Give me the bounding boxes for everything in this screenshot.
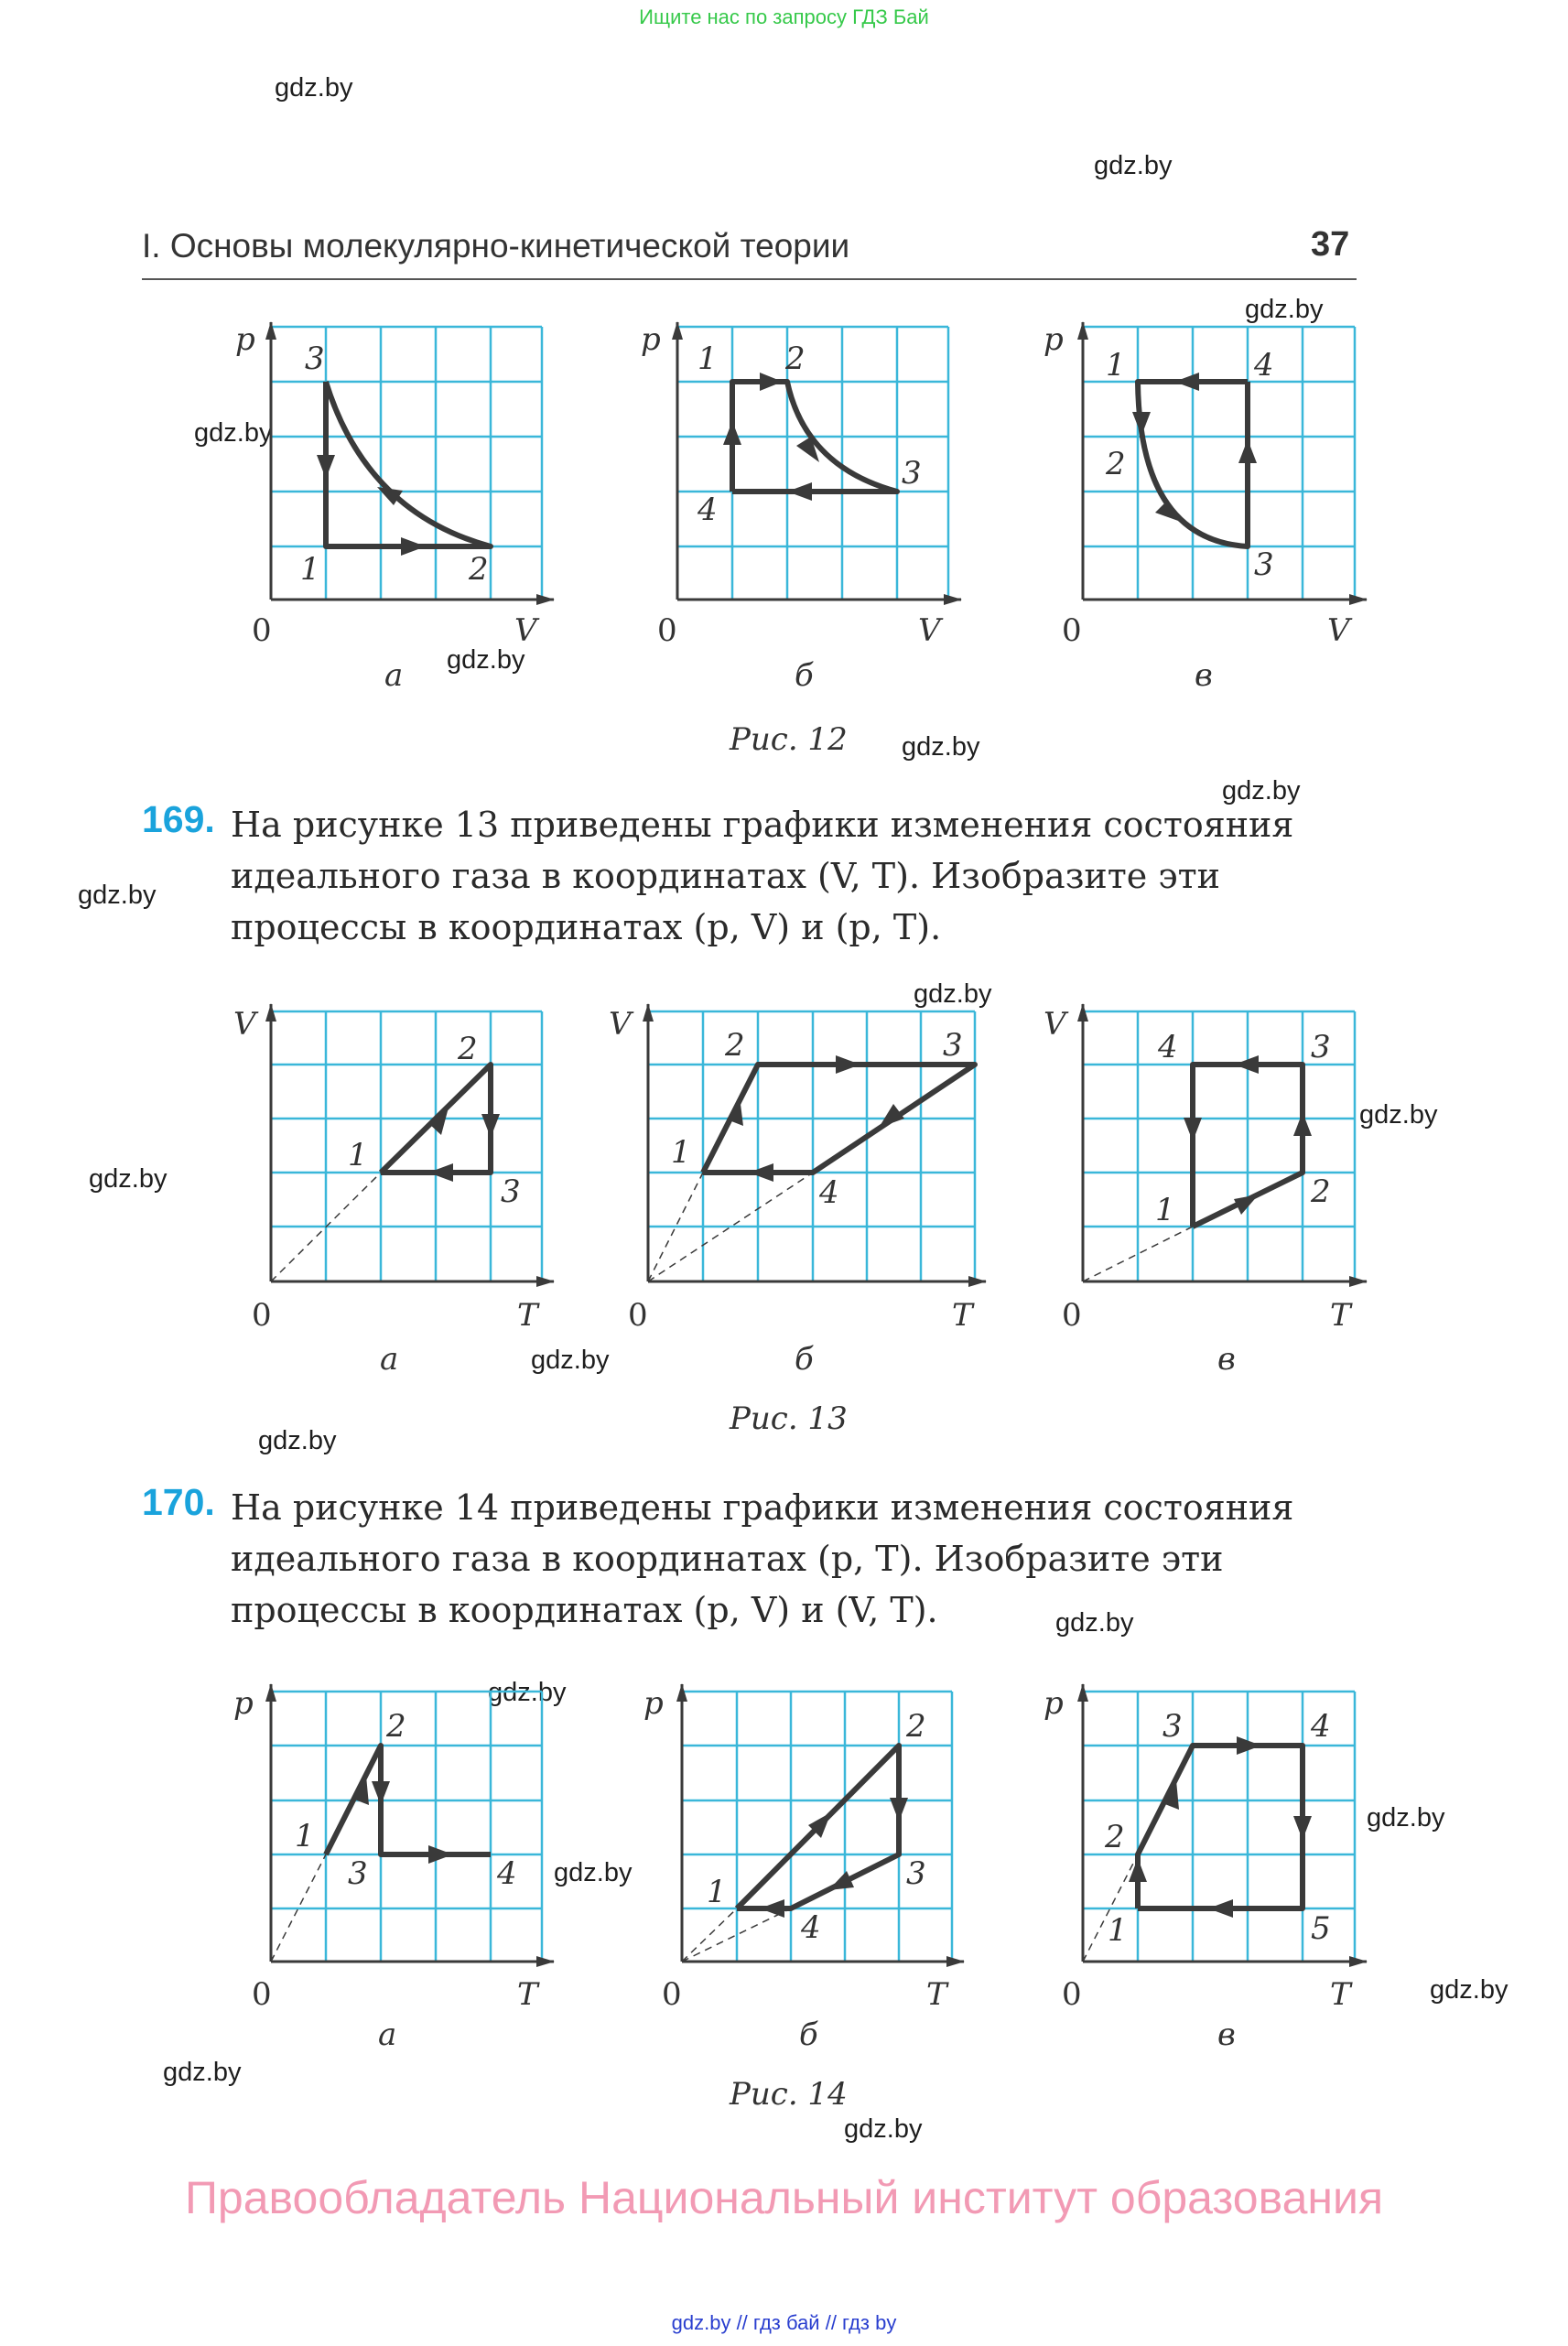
point-label: 3: [1162, 1708, 1183, 1745]
arrow-head: [1293, 1112, 1312, 1136]
process-path: [326, 382, 491, 546]
arrow-head: [1129, 1858, 1147, 1882]
point-label: 2: [1106, 446, 1126, 482]
watermark: gdz.by: [914, 979, 992, 1009]
point-label: 2: [458, 1031, 478, 1067]
figure-caption: Рис. 13: [730, 1400, 848, 1437]
watermark: gdz.by: [78, 881, 157, 910]
watermark: gdz.by: [1055, 1608, 1134, 1638]
point-label: 1: [707, 1874, 727, 1910]
point-label: 4: [1158, 1029, 1178, 1065]
problem-line: идеального газа в координатах (V, T). Изобразите эти: [231, 856, 1220, 896]
arrow-head: [1237, 1736, 1261, 1755]
fig12-panel-a: [235, 321, 554, 649]
arrow-head: [428, 1845, 453, 1864]
panel-label: в: [1195, 657, 1213, 694]
watermark: gdz.by: [258, 1426, 337, 1455]
axis-label: T: [952, 1297, 973, 1334]
point-label: 4: [1311, 1708, 1331, 1745]
problem-line: идеального газа в координатах (p, T). Изобразите эти: [231, 1539, 1224, 1579]
axis-label: p: [1044, 321, 1064, 358]
figure-caption: Рис. 12: [730, 721, 848, 758]
arrow-head: [1174, 373, 1199, 391]
arrow-head: [890, 1798, 908, 1822]
watermark: gdz.by: [1367, 1803, 1445, 1832]
watermark: gdz.by: [275, 73, 353, 103]
footer-links[interactable]: gdz.by // гдз бай // гдз by: [671, 2311, 897, 2334]
axis-label: T: [1330, 1976, 1351, 2013]
axis-label: p: [235, 321, 255, 358]
arrow-head: [749, 1163, 773, 1182]
axis-label: V: [918, 612, 941, 649]
point-label: 4: [497, 1855, 517, 1892]
watermark: gdz.by: [1359, 1100, 1438, 1130]
watermark: gdz.by: [531, 1346, 610, 1375]
watermark: gdz.by: [1222, 776, 1301, 805]
origin-label: 0: [252, 1297, 272, 1334]
arrow-head: [836, 1055, 860, 1074]
origin-label: 0: [252, 1976, 272, 2013]
point-label: 3: [348, 1855, 368, 1892]
watermark: gdz.by: [488, 1678, 567, 1707]
point-label: 1: [1108, 1912, 1128, 1949]
axis-label: T: [1330, 1297, 1351, 1334]
watermark: gdz.by: [163, 2058, 242, 2087]
point-label: 4: [697, 492, 718, 528]
arrow-head: [1238, 439, 1257, 463]
axis-label: V: [1044, 1006, 1066, 1043]
origin-label: 0: [628, 1297, 648, 1334]
arrow-head: [1234, 1055, 1259, 1074]
arrow-head: [1293, 1816, 1312, 1840]
panel-label: а: [380, 1341, 399, 1378]
axis-label: T: [517, 1976, 538, 2013]
panel-label: в: [1217, 1341, 1236, 1378]
point-label: 3: [1311, 1029, 1331, 1065]
point-label: 2: [725, 1027, 745, 1064]
axis-label: p: [233, 1685, 254, 1722]
arrow-head: [828, 1871, 854, 1890]
point-label: 4: [1254, 347, 1274, 384]
point-label: 3: [943, 1027, 963, 1064]
axis-label: T: [926, 1976, 947, 2013]
axis-label: V: [1327, 612, 1350, 649]
point-label: 2: [1311, 1173, 1331, 1210]
point-label: 2: [785, 341, 806, 377]
point-label: 1: [671, 1134, 691, 1171]
point-label: 1: [295, 1818, 315, 1854]
copyright-notice: Правообладатель Национальный институт образования: [184, 2172, 1384, 2223]
watermark: gdz.by: [844, 2114, 923, 2144]
axis-label: V: [233, 1006, 256, 1043]
panel-label: а: [378, 2016, 397, 2053]
fig14-panel-c: [1044, 1684, 1367, 2013]
point-label: 3: [501, 1173, 521, 1210]
figure-caption: Рис. 14: [730, 2076, 848, 2113]
arrow-head: [1132, 412, 1151, 436]
arrow-head: [317, 455, 335, 479]
point-label: 2: [1105, 1819, 1125, 1855]
extrapolation-line: [682, 1908, 737, 1962]
arrow-head: [787, 482, 812, 501]
watermark: gdz.by: [1245, 295, 1324, 324]
arrow-head: [879, 1104, 904, 1128]
point-label: 4: [819, 1174, 839, 1211]
page-number: 37: [1311, 225, 1350, 264]
point-label: 3: [1254, 546, 1274, 583]
fig14-panel-a: [233, 1684, 554, 2013]
point-label: 1: [1106, 347, 1126, 384]
arrow-head: [428, 1163, 453, 1182]
point-label: 1: [697, 341, 718, 377]
axis-label: T: [517, 1297, 538, 1334]
panel-label: б: [799, 2016, 818, 2053]
point-label: 5: [1311, 1910, 1331, 1947]
point-label: 3: [902, 455, 922, 492]
panel-label: в: [1217, 2016, 1236, 2053]
fig13-panel-c: [1044, 1004, 1367, 1334]
problem-line: процессы в координатах (p, V) и (p, T).: [231, 907, 942, 947]
panel-label: б: [795, 1341, 814, 1378]
axis-label: p: [1044, 1685, 1064, 1722]
grid: [648, 1011, 975, 1281]
axis-label: V: [514, 612, 537, 649]
axis-label: p: [641, 321, 661, 358]
problem-line: процессы в координатах (p, V) и (V, T).: [231, 1590, 938, 1630]
point-label: 1: [348, 1137, 368, 1173]
origin-label: 0: [1062, 1976, 1082, 2013]
process-path: [1138, 1746, 1303, 1908]
arrow-head: [1155, 500, 1181, 522]
arrow-head: [723, 421, 741, 445]
arrow-head: [1208, 1899, 1233, 1918]
watermark: gdz.by: [1094, 151, 1173, 180]
problem-number: 169.: [142, 798, 215, 840]
watermark: gdz.by: [447, 645, 525, 675]
problem-line: На рисунке 13 приведены графики изменения состояния: [231, 805, 1294, 845]
arrow-head: [481, 1114, 500, 1138]
top-banner[interactable]: Ищите нас по запросу ГДЗ Бай: [639, 5, 929, 28]
point-label: 3: [305, 341, 325, 377]
arrow-head: [1184, 1118, 1202, 1141]
origin-label: 0: [252, 612, 272, 649]
problem-line: На рисунке 14 приведены графики изменения состояния: [231, 1487, 1294, 1528]
fig13-panel-b: [609, 1004, 986, 1334]
point-label: 1: [1155, 1192, 1175, 1228]
fig13-panel-a: [233, 1004, 554, 1334]
watermark: gdz.by: [1430, 1975, 1509, 2005]
axis-label: V: [609, 1006, 632, 1043]
watermark: gdz.by: [194, 418, 273, 448]
problem-number: 170.: [142, 1481, 215, 1523]
point-label: 2: [386, 1708, 406, 1745]
arrow-head: [1234, 1195, 1259, 1215]
point-label: 4: [801, 1909, 821, 1946]
origin-label: 0: [657, 612, 677, 649]
point-label: 1: [300, 551, 320, 588]
point-label: 2: [469, 551, 489, 588]
panel-label: а: [384, 657, 404, 694]
watermark: gdz.by: [902, 732, 980, 762]
arrow-head: [760, 1899, 784, 1918]
origin-label: 0: [1062, 1297, 1082, 1334]
fig12-panel-b: [641, 321, 961, 649]
panel-label: б: [795, 657, 814, 694]
origin-label: 0: [662, 1976, 682, 2013]
chapter-title: I. Основы молекулярно-кинетической теории: [142, 227, 850, 265]
watermark: gdz.by: [554, 1858, 633, 1887]
watermark: gdz.by: [89, 1164, 168, 1194]
arrow-head: [760, 373, 783, 391]
point-label: 2: [906, 1708, 926, 1745]
arrow-head: [428, 1108, 449, 1135]
fig14-panel-b: [643, 1684, 964, 2013]
fig12-panel-c: [1044, 321, 1367, 649]
origin-label: 0: [1062, 612, 1082, 649]
axis-label: p: [643, 1685, 664, 1722]
arrow-head: [401, 537, 426, 556]
point-label: 3: [906, 1855, 926, 1892]
